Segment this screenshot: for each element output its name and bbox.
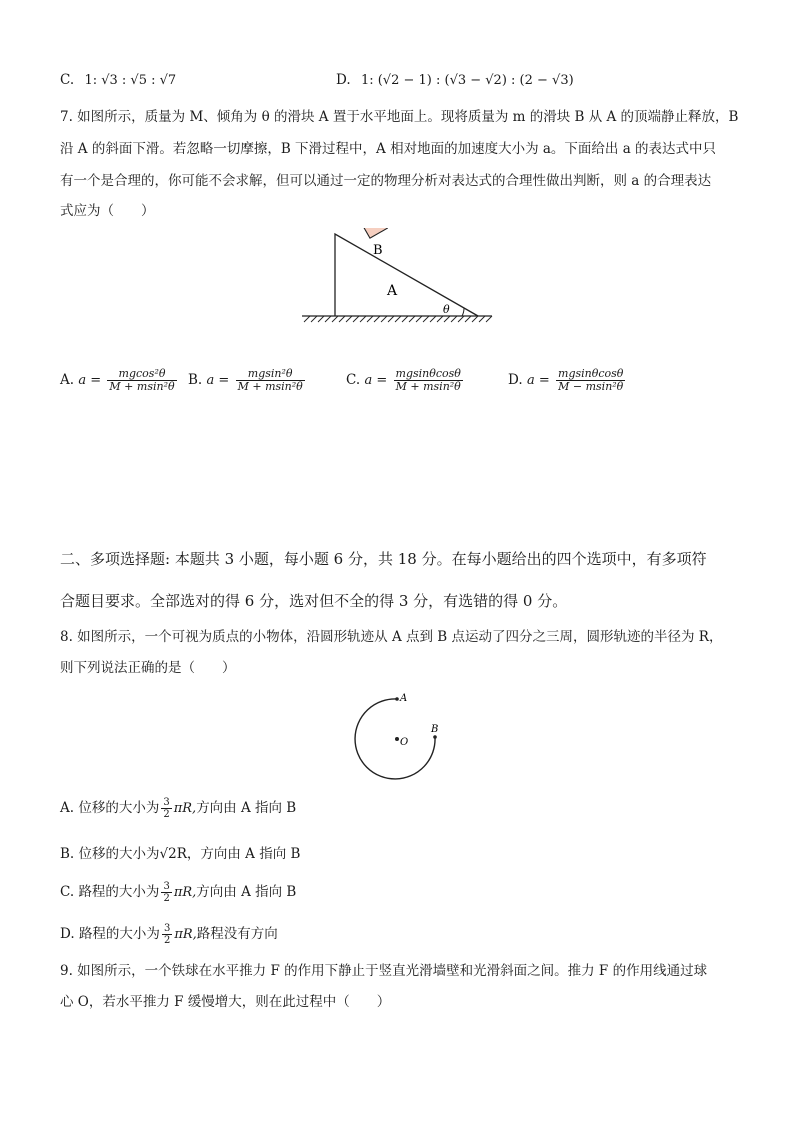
fraction-numerator: 3 xyxy=(163,881,170,892)
q8-option-d xyxy=(60,922,278,946)
block-label: B xyxy=(373,243,383,258)
option-letter: D. xyxy=(336,72,351,88)
fraction-numerator: mgcos²θ xyxy=(118,367,166,380)
option-letter: A. xyxy=(60,372,75,388)
fraction-numerator: mgsin²θ xyxy=(247,367,293,380)
fraction-denominator: M + msin²θ xyxy=(109,380,175,393)
q7-stem-line-1: 7. 如图所示，质量为 M、倾角为 θ 的滑块 A 置于水平地面上。现将质量为 m 的滑块 B 从 A 的顶端静止释放，B xyxy=(60,109,739,125)
point-b xyxy=(433,735,437,739)
option-letter: B. xyxy=(188,372,203,388)
option-lhs: a = xyxy=(206,373,230,388)
block-b xyxy=(360,228,387,238)
fraction-numerator: mgsinθcosθ xyxy=(395,367,461,380)
angle-arc xyxy=(462,308,464,316)
fraction-denominator: 2 xyxy=(163,893,170,904)
option-symbol: πR, xyxy=(173,801,197,816)
point-a xyxy=(395,697,399,701)
option-text: 路程的大小为 xyxy=(78,926,160,942)
q7-option-b xyxy=(188,368,307,393)
option-lhs: a = xyxy=(364,373,388,388)
q8-stem-line-1: 8. 如图所示，一个可视为质点的小物体，沿圆形轨迹从 A 点到 B 点运动了四分之三周，圆形轨迹的半径为 R， xyxy=(60,629,723,645)
q6-option-d xyxy=(336,72,574,88)
section-2-heading-line-2: 合题目要求。全部选对的得 6 分，选对但不全的得 3 分，有选错的得 0 分。 xyxy=(60,592,568,610)
q9-stem-line-1: 9. 如图所示，一个铁球在水平推力 F 的作用下静止于竖直光滑墙壁和光滑斜面之间。推力 F 的作用线通过球 xyxy=(60,963,708,979)
fraction-numerator: 3 xyxy=(163,797,170,808)
q7-wedge-figure xyxy=(298,228,498,328)
q7-stem-line-4: 式应为（ ） xyxy=(60,203,155,219)
option-letter: C. xyxy=(60,884,75,900)
option-letter: A. xyxy=(60,800,75,816)
option-text: 方向由 A 指向 B xyxy=(196,800,297,816)
point-a-label: A xyxy=(400,693,408,704)
option-letter: D. xyxy=(60,926,75,942)
q7-option-c xyxy=(346,368,465,393)
fraction-numerator: 3 xyxy=(163,923,171,934)
fraction-numerator: mgsinθcosθ xyxy=(558,367,624,380)
option-text: 方向由 A 指向 B xyxy=(196,884,297,900)
q8-circle-figure xyxy=(345,685,455,785)
option-symbol: R， xyxy=(176,846,201,862)
fraction-denominator: 2 xyxy=(163,809,170,820)
option-letter: C. xyxy=(346,372,361,388)
option-expression: 1: (√2 − 1) : (√3 − √2) : (2 − √3) xyxy=(360,73,574,88)
q8-stem-line-2: 则下列说法正确的是（ ） xyxy=(60,660,236,676)
q7-option-d xyxy=(508,368,627,393)
fraction-denominator: M + msin²θ xyxy=(237,380,303,393)
q8-option-b xyxy=(60,842,300,862)
option-expression: 1: √3 : √5 : √7 xyxy=(84,73,177,88)
option-lhs: a = xyxy=(78,373,102,388)
fraction-denominator: M + msin²θ xyxy=(395,380,461,393)
center-point xyxy=(395,737,399,741)
option-symbol: πR, xyxy=(173,885,197,900)
q9-stem-line-2: 心 O，若水平推力 F 缓慢增大，则在此过程中（ ） xyxy=(60,994,391,1010)
point-b-label: B xyxy=(431,724,439,735)
fraction-denominator: 2 xyxy=(163,935,171,946)
q7-stem-line-2: 沿 A 的斜面下滑。若忽略一切摩擦，B 下滑过程中，A 相对地面的加速度大小为 a。下面给出 a 的表达式中只 xyxy=(60,141,717,157)
q8-option-c xyxy=(60,880,296,904)
option-letter: C. xyxy=(60,72,75,88)
option-text: 位移的大小为 xyxy=(78,846,160,862)
q7-option-a xyxy=(60,368,179,393)
option-letter: D. xyxy=(508,372,523,388)
option-lhs: a = xyxy=(526,373,550,388)
q8-option-a xyxy=(60,796,296,820)
option-radical: √2 xyxy=(159,846,177,862)
option-text: 路程没有方向 xyxy=(196,926,278,942)
ground-hatch xyxy=(304,316,492,322)
option-symbol: πR, xyxy=(174,927,197,942)
option-text: 路程的大小为 xyxy=(78,884,160,900)
option-text: 方向由 A 指向 B xyxy=(200,846,301,862)
q7-stem-line-3: 有一个是合理的，你可能不会求解，但可以通过一定的物理分析对表达式的合理性做出判断，则 a 的合理表达 xyxy=(60,173,712,189)
wedge-outline xyxy=(335,234,478,316)
fraction-denominator: M − msin²θ xyxy=(558,380,624,393)
option-letter: B. xyxy=(60,846,75,862)
angle-label: θ xyxy=(443,303,450,316)
section-2-heading-line-1: 二、多项选择题: 本题共 3 小题，每小题 6 分，共 18 分。在每小题给出的四个选项中，有多项符 xyxy=(60,550,707,568)
wedge-label: A xyxy=(387,283,398,299)
q6-option-c xyxy=(60,72,176,88)
option-text: 位移的大小为 xyxy=(78,800,160,816)
center-label: O xyxy=(400,737,409,748)
